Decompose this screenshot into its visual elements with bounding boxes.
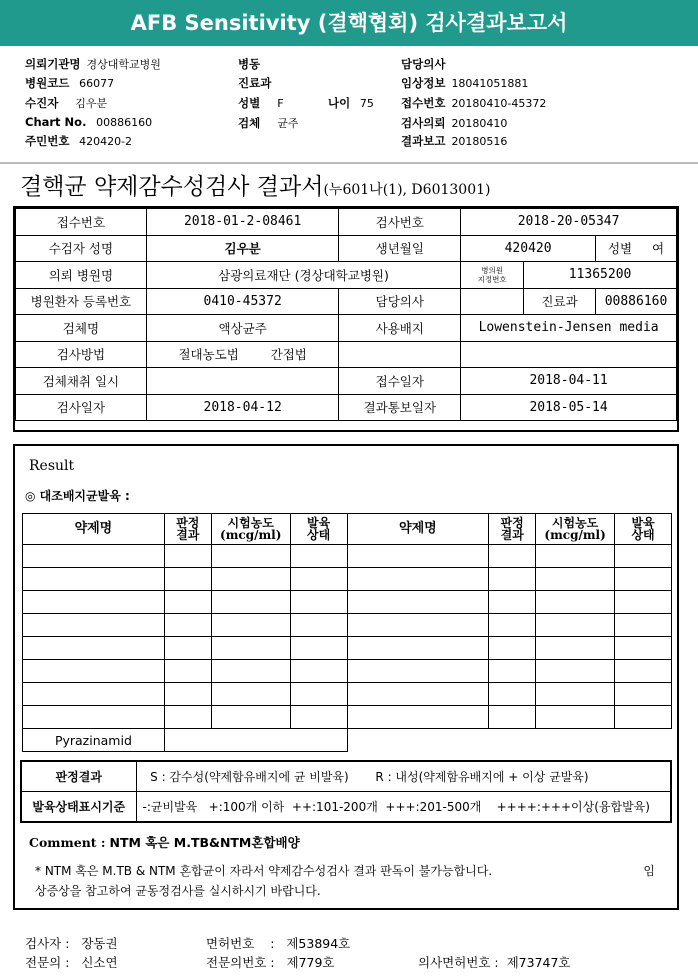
table-row	[23, 614, 672, 637]
col-judge-line: 판정	[500, 516, 524, 530]
footer-label: 의사면허번호	[418, 955, 491, 970]
header-department: 진료과	[238, 76, 272, 90]
header-request-date: 검사의뢰 20180410	[401, 116, 508, 130]
document-title: 결핵균 약제감수성검사 결과서(누601나(1), D6013001)	[20, 174, 491, 200]
department-value: 00886160	[596, 288, 677, 315]
col-drug: 약제명	[23, 514, 165, 545]
table-row	[23, 729, 672, 752]
col-conc	[536, 514, 615, 545]
footer-examiner	[25, 934, 118, 952]
info-row	[16, 368, 677, 395]
footer-license: 면허번호 : 제53894호	[206, 936, 351, 951]
table-row	[23, 706, 672, 729]
cell-label: 접수일자	[339, 368, 461, 395]
table-row	[23, 568, 672, 591]
cell-label: 결과통보일자	[339, 394, 461, 421]
info-row	[16, 262, 677, 289]
footer-value: 제53894호	[286, 936, 351, 951]
report-banner-title: AFB Sensitivity (결핵협회) 검사결과보고서	[0, 0, 698, 46]
legend-growth-values: -:균비발육 +:100개 이하 ++:101-200개 +++:201-500개 ++++:+++이상(융합발육)	[136, 792, 671, 823]
note-line-2: 상증상을 참고하여 균동정검사를 실시하시기 바랍니다.	[35, 884, 321, 898]
col-growth-line: 발육	[307, 516, 331, 530]
header-specimen: 검체 균주	[238, 116, 299, 130]
col-conc-line: (mcg/ml)	[220, 528, 282, 542]
specimen-name: 액상균주	[146, 315, 339, 342]
collection-datetime	[146, 368, 339, 395]
table-header-row	[23, 514, 672, 545]
receipt-number: 2018-01-2-08461	[146, 209, 339, 236]
legend-table	[20, 760, 672, 823]
test-date: 2018-04-12	[146, 394, 339, 421]
header-doctor: 담당의사	[401, 57, 446, 71]
col-growth-line: 상태	[307, 528, 331, 542]
col-conc-line: 시험농도	[551, 516, 599, 530]
header-age: 나이 75	[328, 96, 374, 110]
header-chart-no: Chart No. 00886160	[25, 115, 153, 129]
result-section	[13, 444, 679, 910]
cell-label: 검사일자	[16, 394, 147, 421]
legend-growth-label: 발육상태표시기준	[21, 792, 136, 823]
method-absolute: 절대농도법	[178, 347, 239, 363]
col-drug: 약제명	[347, 514, 489, 545]
sex-cell	[596, 235, 677, 262]
legend-judge-label: 판정결과	[21, 761, 136, 792]
footer-label: 전문의번호	[206, 955, 267, 970]
col-judge	[164, 514, 211, 545]
comment-label: Comment :	[29, 835, 106, 850]
header-ward: 병동	[238, 57, 261, 71]
footer-value: 신소연	[81, 955, 118, 970]
legend-judge-values	[136, 761, 671, 792]
drug-pyrazinamid: Pyrazinamid	[23, 729, 165, 752]
cell-label: 검사방법	[16, 341, 147, 368]
cell-label: 성별	[607, 241, 633, 257]
sex-value: 여	[651, 241, 665, 257]
cell-label: 담당의사	[339, 288, 461, 315]
col-conc-line: (mcg/ml)	[544, 528, 606, 542]
cell-label: 사용배지	[339, 315, 461, 342]
col-growth	[290, 514, 347, 545]
table-row	[23, 591, 672, 614]
designation-number: 11365200	[524, 262, 677, 289]
legend-resistant: R : 내성(약제함유배지에 + 이상 균발육)	[375, 770, 589, 784]
header-patient: 수진자 김우분	[25, 96, 108, 110]
culture-medium: Lowenstein-Jensen media	[461, 315, 677, 342]
note-text: * NTM 혹은 M.TB & NTM 혼합균이 자라서 약제감수성검사 결과 판독이 불가능합니다.	[35, 864, 493, 878]
empty-cell	[461, 341, 677, 368]
table-row	[23, 683, 672, 706]
footer-label: 전문의 :	[25, 955, 70, 970]
note-line-1	[35, 861, 655, 881]
cell-label: 수검자 성명	[16, 235, 147, 262]
legend-susceptible: S : 감수성(약제함유배지에 균 비발육)	[150, 770, 349, 784]
cell-label: 의뢰 병원명	[16, 262, 147, 289]
header-report-date: 결과보고 20180516	[401, 134, 508, 148]
footer-spec-license: 전문의번호 : 제779호	[206, 955, 335, 970]
footer-label: 면허번호	[206, 936, 255, 951]
test-method	[146, 341, 339, 368]
result-label: Result	[29, 458, 75, 474]
header-clinical-info: 임상정보 18041051881	[401, 76, 529, 90]
info-row	[16, 341, 677, 368]
col-judge-line: 판정	[176, 516, 200, 530]
empty-cell	[339, 341, 461, 368]
footer-specialist	[25, 953, 118, 971]
info-row	[16, 288, 677, 315]
document-code: (누601나(1), D6013001)	[323, 182, 491, 198]
result-notify-date: 2018-05-14	[461, 394, 677, 421]
legend-row	[21, 792, 671, 823]
method-indirect: 간접법	[270, 347, 307, 363]
comment-note	[35, 861, 655, 901]
cell-label: 병의원	[481, 265, 503, 275]
footer-label: 검사자 :	[25, 936, 70, 951]
header-receipt-no: 접수번호 20180410-45372	[401, 96, 547, 110]
cell-label: 지정번호	[477, 274, 507, 284]
info-table-box	[13, 206, 679, 432]
cell-label: 접수번호	[16, 209, 147, 236]
col-judge-line: 결과	[500, 528, 524, 542]
table-row	[23, 637, 672, 660]
table-row	[23, 545, 672, 568]
comment-value: NTM 혹은 M.TB&NTM혼합배양	[109, 835, 300, 850]
info-table	[15, 208, 677, 421]
col-judge-line: 결과	[176, 528, 200, 542]
col-growth-line: 상태	[631, 528, 655, 542]
info-row	[16, 315, 677, 342]
cell-label: 검체명	[16, 315, 147, 342]
cell-label: 진료과	[524, 288, 596, 315]
info-row	[16, 394, 677, 421]
header-divider	[0, 162, 698, 164]
note-text-end: 임	[643, 864, 655, 878]
col-conc	[211, 514, 290, 545]
test-number: 2018-20-05347	[461, 209, 677, 236]
footer-value: 장동권	[81, 936, 118, 951]
cell-label: 검체채취 일시	[16, 368, 147, 395]
requesting-hospital: 삼광의료재단 (경상대학교병원)	[146, 262, 460, 289]
legend-row	[21, 761, 671, 792]
col-conc-line: 시험농도	[227, 516, 274, 530]
col-growth	[615, 514, 672, 545]
header-sex: 성별 F	[238, 96, 284, 110]
receipt-date: 2018-04-11	[461, 368, 677, 395]
footer-value: 제73747호	[506, 955, 571, 970]
patient-name: 김우분	[146, 235, 339, 262]
registration-number: 0410-45372	[146, 288, 339, 315]
cell-label: 검사번호	[339, 209, 461, 236]
info-row	[16, 235, 677, 262]
header-hospital: 의뢰기관명 경상대학교병원	[25, 57, 161, 71]
birth-date: 420420	[461, 235, 596, 262]
doctor-value	[461, 288, 524, 315]
info-row	[16, 209, 677, 236]
cell-label-designation	[461, 262, 524, 289]
drug-results-table	[22, 513, 672, 752]
control-growth-label: ◎ 대조배지균발육 :	[25, 489, 130, 503]
header-hospital-code: 병원코드 66077	[25, 76, 115, 90]
header-resident-no: 주민번호 420420-2	[25, 134, 133, 148]
table-row	[23, 660, 672, 683]
footer-value: 제779호	[286, 955, 335, 970]
col-growth-line: 발육	[631, 516, 655, 530]
cell-label: 병원환자 등록번호	[16, 288, 147, 315]
footer-doctor-license: 의사면허번호 : 제73747호	[418, 955, 571, 970]
comment-line	[29, 833, 300, 851]
cell-label: 생년월일	[339, 235, 461, 262]
col-judge	[489, 514, 536, 545]
